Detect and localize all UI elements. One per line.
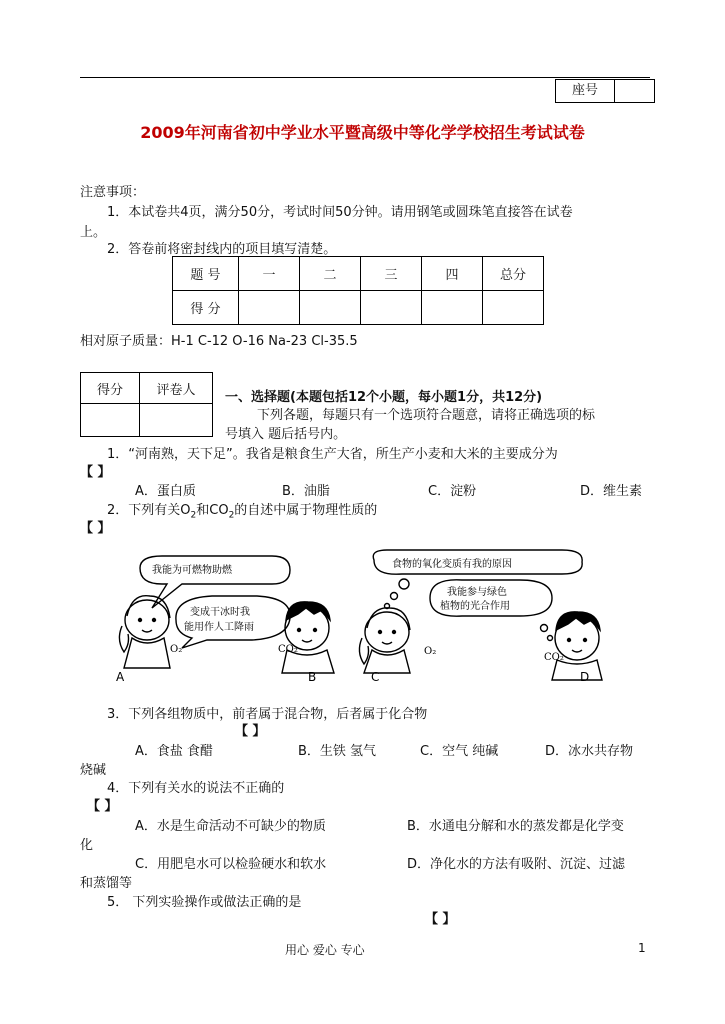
grader-name-cell[interactable] — [140, 404, 213, 437]
score-cell[interactable] — [422, 291, 483, 325]
q3-option-b: B．生铁 氢气 — [298, 744, 377, 759]
page-title: 2009年河南省初中学业水平暨高级中等化学学校招生考试试卷 — [140, 123, 585, 142]
co2-label-b: CO₂ — [278, 644, 298, 655]
score-cell[interactable] — [361, 291, 422, 325]
q4-option-b: B．水通电分解和水的蒸发都是化学变 — [407, 819, 624, 834]
q2-stem-post: 的自述中属于物理性质的 — [234, 503, 378, 518]
notice-item-2: 2．答卷前将密封线内的项目填写清楚。 — [107, 242, 337, 257]
notice-item-1: 1．本试卷共4页，满分50分，考试时间50分钟。请用钢笔或圆珠笔直接答在试卷 — [107, 205, 573, 220]
q5-answer-bracket[interactable]: 【 】 — [425, 912, 456, 927]
girl-a-icon — [119, 596, 170, 668]
q2-stem-pre: 2．下列有关O — [107, 503, 191, 518]
co2-label-d: CO₂ — [544, 652, 564, 663]
q1-option-a: A．蛋白质 — [135, 484, 196, 499]
score-header-cell: 题 号 — [173, 257, 239, 291]
o2-label-a: O₂ — [170, 644, 183, 655]
score-header-row — [173, 257, 544, 291]
section-1-title: 一、选择题(本题包括12个小题，每小题1分，共12分) — [225, 390, 543, 405]
grader-score-cell[interactable] — [81, 404, 140, 437]
q1-option-c: C．淀粉 — [428, 484, 477, 499]
bubble-d-text-2: 植物的光合作用 — [440, 601, 510, 612]
q4-option-c: C．用肥皂水可以检验硬水和软水 — [135, 857, 327, 872]
q1-answer-bracket[interactable]: 【 】 — [80, 465, 111, 480]
score-header-cell: 二 — [300, 257, 361, 291]
bubble-b-text-1: 变成干冰时我 — [190, 607, 250, 618]
figure-label-b: B — [308, 670, 317, 683]
q4-option-a: A．水是生命活动不可缺少的物质 — [135, 819, 326, 834]
seat-label: 座号 — [556, 80, 615, 102]
q3-option-d-cont: 烧碱 — [80, 763, 107, 778]
q4-option-d-cont: 和蒸馏等 — [80, 876, 133, 891]
score-header-cell: 三 — [361, 257, 422, 291]
footer-slogan: 用心 爱心 专心 — [285, 943, 365, 957]
girl-c-icon — [359, 608, 410, 673]
figure-label-a: A — [116, 670, 125, 683]
o2-label-c: O₂ — [424, 646, 437, 657]
bubble-d-text-1: 我能参与绿色 — [447, 587, 507, 598]
q2-subscript: 2 — [190, 510, 197, 521]
top-rule — [80, 77, 650, 78]
q3-answer-bracket[interactable]: 【 】 — [235, 724, 266, 739]
score-cell[interactable] — [300, 291, 361, 325]
section-1-desc: 下列各题，每题只有一个选项符合题意，请将正确选项的标 — [257, 408, 596, 423]
q4-stem: 4．下列有关水的说法不正确的 — [107, 781, 285, 796]
section-1-desc-cont: 号填入 题后括号内。 — [225, 427, 347, 442]
grader-table — [80, 372, 213, 437]
bubble-a-text: 我能为可燃物助燃 — [152, 565, 232, 576]
figure-label-c: C — [371, 670, 380, 683]
page-number: 1 — [638, 941, 646, 955]
bubble-c-text: 食物的氧化变质有我的原因 — [392, 559, 512, 570]
seat-number-box — [555, 79, 655, 103]
q2-stem — [107, 499, 377, 521]
figure-label-d: D — [580, 670, 590, 683]
q1-option-d: D．维生素 — [580, 484, 643, 499]
q3-option-a: A．食盐 食醋 — [135, 744, 214, 759]
score-row-label: 得 分 — [173, 291, 239, 325]
notice-heading: 注意事项： — [80, 185, 146, 200]
q3-option-c: C．空气 纯碱 — [420, 744, 499, 759]
q3-option-d: D．冰水共存物 — [545, 744, 634, 759]
grader-score-label: 得分 — [81, 373, 140, 404]
q2-cartoon-figure — [112, 548, 652, 683]
score-row — [173, 291, 544, 325]
q4-answer-bracket[interactable]: 【 】 — [87, 799, 118, 814]
score-cell[interactable] — [483, 291, 544, 325]
boy-b-icon — [282, 602, 334, 673]
q2-answer-bracket[interactable]: 【 】 — [80, 521, 111, 536]
score-header-cell: 四 — [422, 257, 483, 291]
q2-subscript: 2 — [228, 510, 235, 521]
q1-option-b: B．油脂 — [282, 484, 330, 499]
score-header-cell: 总分 — [483, 257, 544, 291]
score-header-cell: 一 — [239, 257, 300, 291]
q1-stem: 1．“河南熟，天下足”。我省是粮食生产大省，所生产小麦和大米的主要成分为 — [107, 447, 558, 462]
q5-stem: 5． 下列实验操作或做法正确的是 — [107, 895, 302, 910]
q4-option-d: D．净化水的方法有吸附、沉淀、过滤 — [407, 857, 626, 872]
grader-name-label: 评卷人 — [140, 373, 213, 404]
score-table — [172, 256, 544, 325]
q4-option-b-cont: 化 — [80, 838, 94, 853]
atomic-mass-line: 相对原子质量：H-1 C-12 O-16 Na-23 Cl-35.5 — [80, 334, 358, 349]
notice-item-1-cont: 上。 — [80, 225, 107, 240]
score-cell[interactable] — [239, 291, 300, 325]
q2-stem-mid: 和CO — [196, 503, 229, 518]
q3-stem: 3．下列各组物质中，前者属于混合物，后者属于化合物 — [107, 707, 428, 722]
bubble-b-text-2: 能用作人工降雨 — [184, 622, 254, 633]
boy-d-icon — [552, 612, 602, 680]
